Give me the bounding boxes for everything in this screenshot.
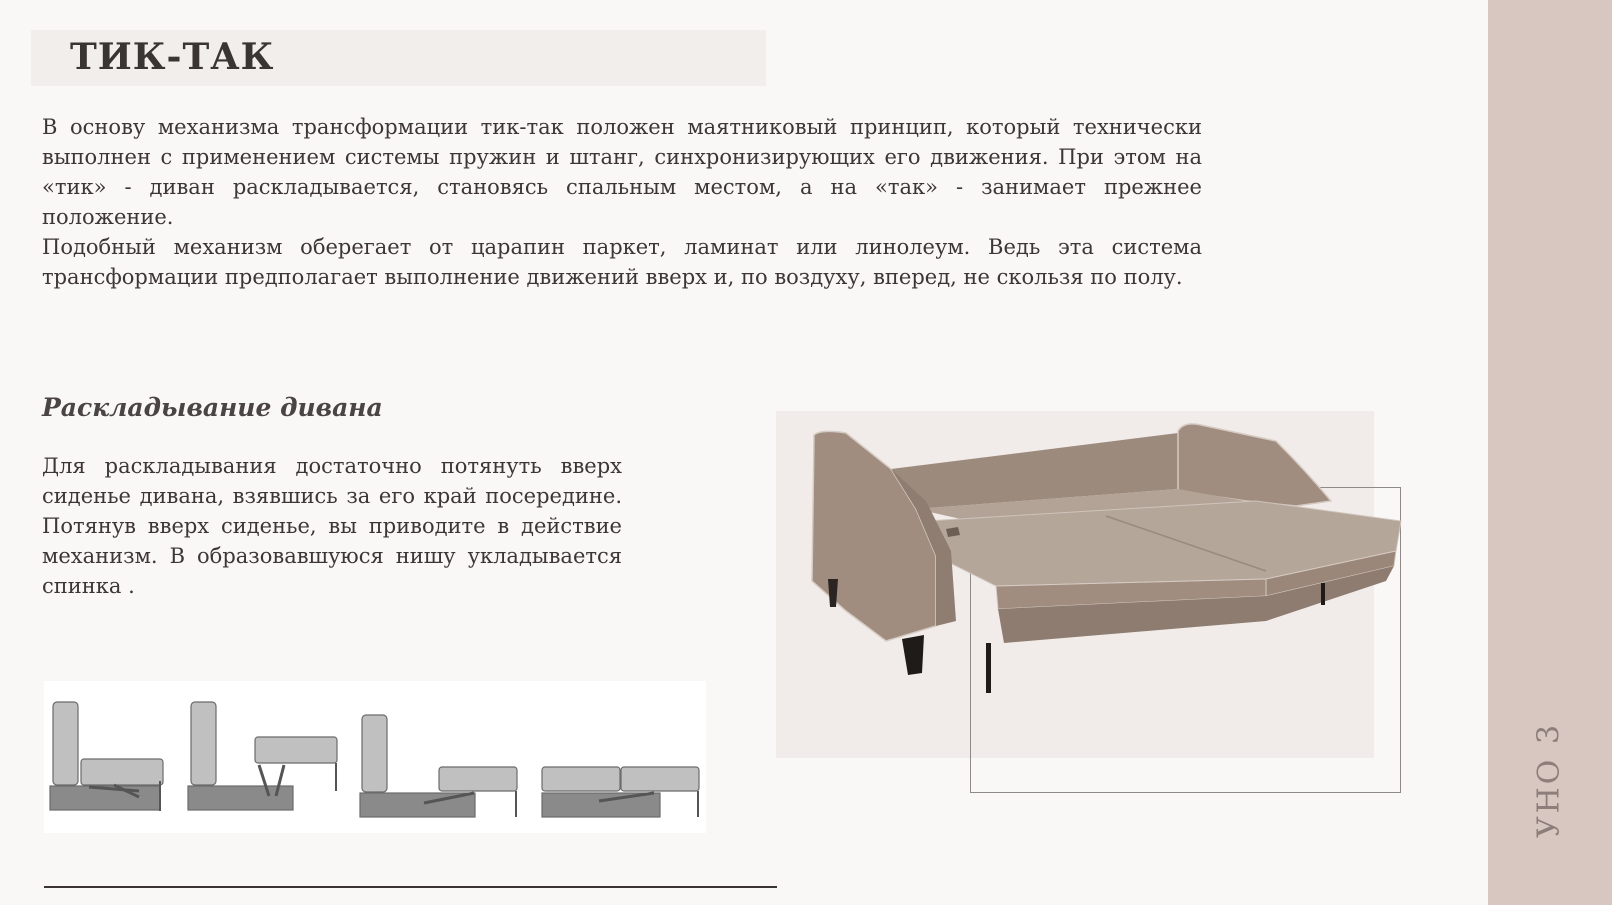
- diagram-step-4: [542, 767, 699, 817]
- sidebar-label: УНО 3: [1531, 721, 1567, 839]
- unfold-text: Для раскладывания достаточно потянуть вверх сиденье дивана, взявшись за его край посередине. Потянув вверх сиденье, вы приводите в действие механизм. В образовавшуюся нишу укладывается спинка .: [42, 454, 622, 598]
- intro-paragraph-1: В основу механизма трансформации тик-так положен маятниковый принцип, который технически выполнен с применением системы пружин и штанг, синхронизирующих его движения. При этом на «тик» - диван раскладывается, становясь спальным местом, а на «так» - занимает прежнее положение.: [42, 115, 1202, 229]
- unfolded-sofa-photo: [776, 411, 1416, 741]
- mechanism-diagram: [44, 681, 706, 833]
- diagram-step-3: [360, 715, 517, 817]
- unfold-subtitle: Раскладывание дивана: [42, 393, 383, 422]
- intro-paragraph-2: Подобный механизм оберегает от царапин паркет, ламинат или линолеум. Ведь эта система трансформации предполагает выполнение движений вверх и, по воздуху, вперед, не скользя по полу.: [42, 235, 1202, 289]
- page-title: ТИК-ТАК: [70, 36, 275, 78]
- intro-text: [42, 112, 1202, 292]
- diagram-step-2: [188, 702, 337, 810]
- sofa-mechanism-steps-illustration: [44, 681, 706, 833]
- bottom-rule: [44, 886, 777, 888]
- diagram-step-1: [50, 702, 163, 811]
